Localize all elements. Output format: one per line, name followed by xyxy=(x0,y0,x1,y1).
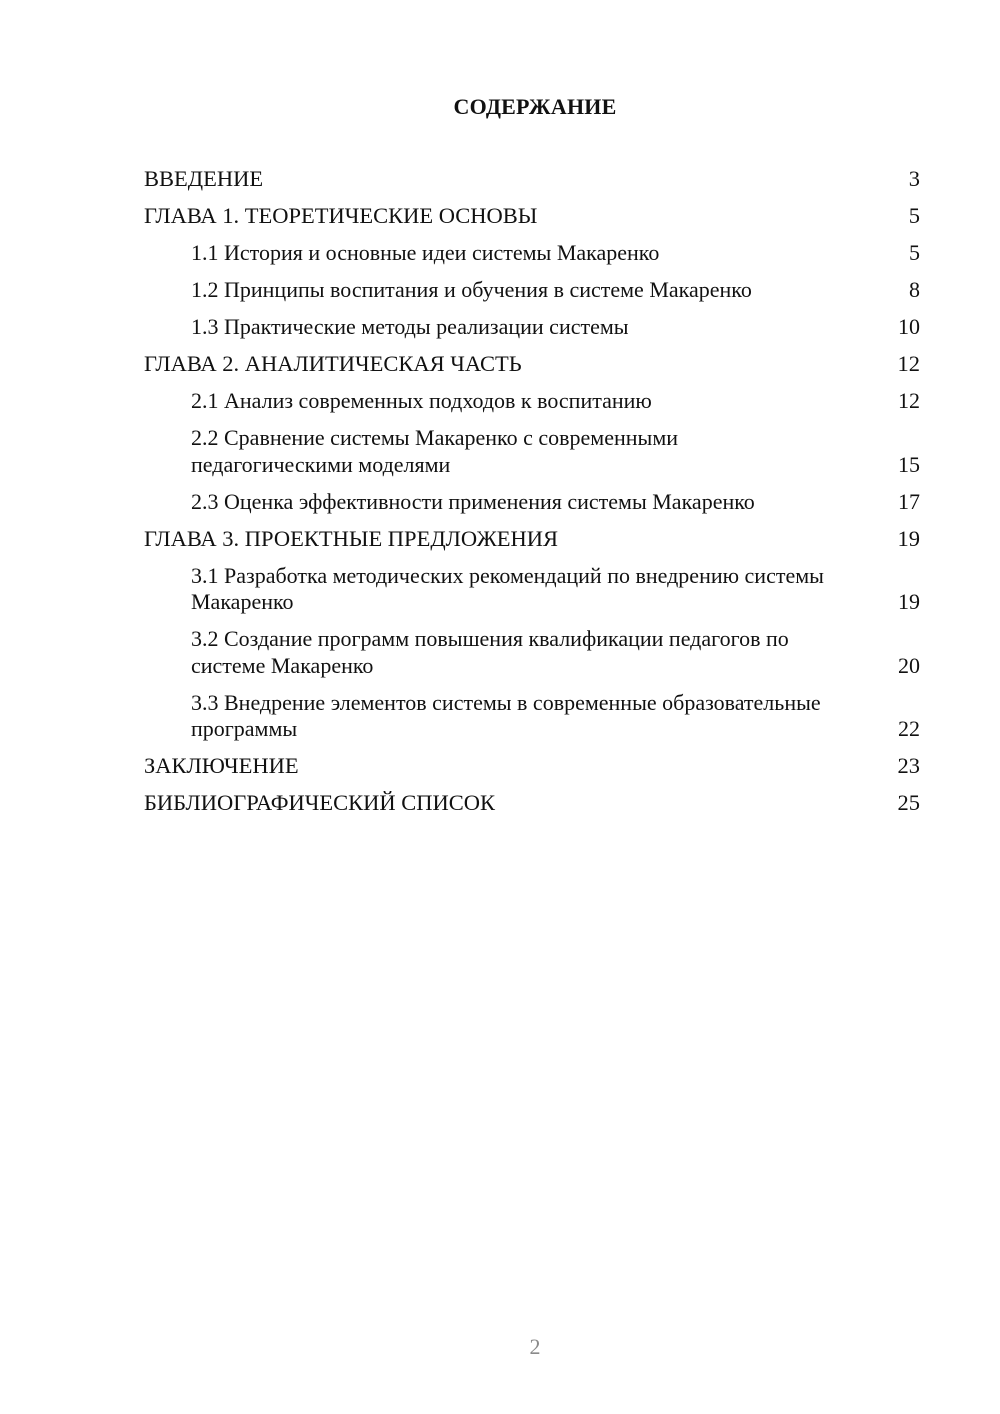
toc-entry-page: 22 xyxy=(898,716,920,741)
toc-entry-section-3-3[interactable] xyxy=(144,690,920,743)
toc-entry-page: 12 xyxy=(898,388,920,413)
toc-entry-text: ВВЕДЕНИЕ xyxy=(144,166,264,191)
toc-entry-bibliography[interactable] xyxy=(144,790,920,817)
toc-entry-page: 5 xyxy=(908,203,920,228)
toc-entry-page: 15 xyxy=(898,451,920,477)
toc-entry-section-1-3[interactable] xyxy=(144,314,920,341)
toc-entry-page: 17 xyxy=(898,488,920,514)
page-title: СОДЕРЖАНИЕ xyxy=(453,94,617,119)
toc-entry-text: 1.2 Принципы воспитания и обучения в системе Макаренко xyxy=(191,277,752,302)
toc-entry-section-1-2[interactable] xyxy=(144,277,920,304)
toc-entry-page: 3 xyxy=(908,166,920,191)
toc-entry-text: 1.1 История и основные идеи системы Макаренко xyxy=(191,240,660,265)
toc-entry-chapter-3[interactable] xyxy=(144,526,920,553)
toc-entry-introduction[interactable] xyxy=(144,166,920,193)
toc-entry-section-2-1[interactable] xyxy=(144,388,920,415)
toc-entry-text: БИБЛИОГРАФИЧЕСКИЙ СПИСОК xyxy=(144,790,496,815)
toc-entry-page: 5 xyxy=(909,240,920,265)
toc-entry-section-2-2[interactable] xyxy=(144,425,920,478)
toc-entry-page: 12 xyxy=(897,351,920,376)
toc-entry-page: 23 xyxy=(897,753,920,778)
toc-entry-text: 2.2 Сравнение системы Макаренко с современными педагогическими моделями xyxy=(191,425,679,477)
toc-entry-page: 8 xyxy=(909,277,920,302)
toc-entry-page: 19 xyxy=(897,525,920,551)
toc-entry-conclusion[interactable] xyxy=(144,753,920,780)
toc-entry-section-2-3[interactable] xyxy=(144,489,920,516)
toc-entry-text: ГЛАВА 3. ПРОЕКТНЫЕ ПРЕДЛОЖЕНИЯ xyxy=(144,525,559,551)
toc-entry-text: 2.1 Анализ современных подходов к воспитанию xyxy=(191,388,652,413)
toc-entry-text: 3.2 Создание программ повышения квалификации педагогов по системе Макаренко xyxy=(191,626,789,678)
toc-entry-page: 25 xyxy=(897,790,920,815)
toc-entry-page: 19 xyxy=(898,589,920,614)
toc-entry-section-3-2[interactable] xyxy=(144,626,920,679)
toc-entry-text: ГЛАВА 1. ТЕОРЕТИЧЕСКИЕ ОСНОВЫ xyxy=(144,203,538,228)
toc-entry-text: ЗАКЛЮЧЕНИЕ xyxy=(144,753,299,778)
toc-entry-page: 20 xyxy=(898,652,920,678)
toc-entry-text: 1.3 Практические методы реализации системы xyxy=(191,314,629,339)
table-of-contents xyxy=(144,166,920,827)
toc-entry-chapter-1[interactable] xyxy=(144,203,920,230)
toc-entry-text: 3.3 Внедрение элементов системы в современные образовательные программы xyxy=(191,689,821,741)
toc-entry-text: 2.3 Оценка эффективности применения системы Макаренко xyxy=(191,488,755,514)
page-number: 2 xyxy=(529,1334,541,1359)
toc-entry-section-1-1[interactable] xyxy=(144,240,920,267)
toc-entry-page: 10 xyxy=(898,314,920,339)
toc-entry-text: 3.1 Разработка методических рекомендаций по внедрению системы Макаренко xyxy=(191,562,824,614)
toc-entry-section-3-1[interactable] xyxy=(144,563,920,616)
toc-entry-text: ГЛАВА 2. АНАЛИТИЧЕСКАЯ ЧАСТЬ xyxy=(144,351,522,376)
toc-entry-chapter-2[interactable] xyxy=(144,351,920,378)
